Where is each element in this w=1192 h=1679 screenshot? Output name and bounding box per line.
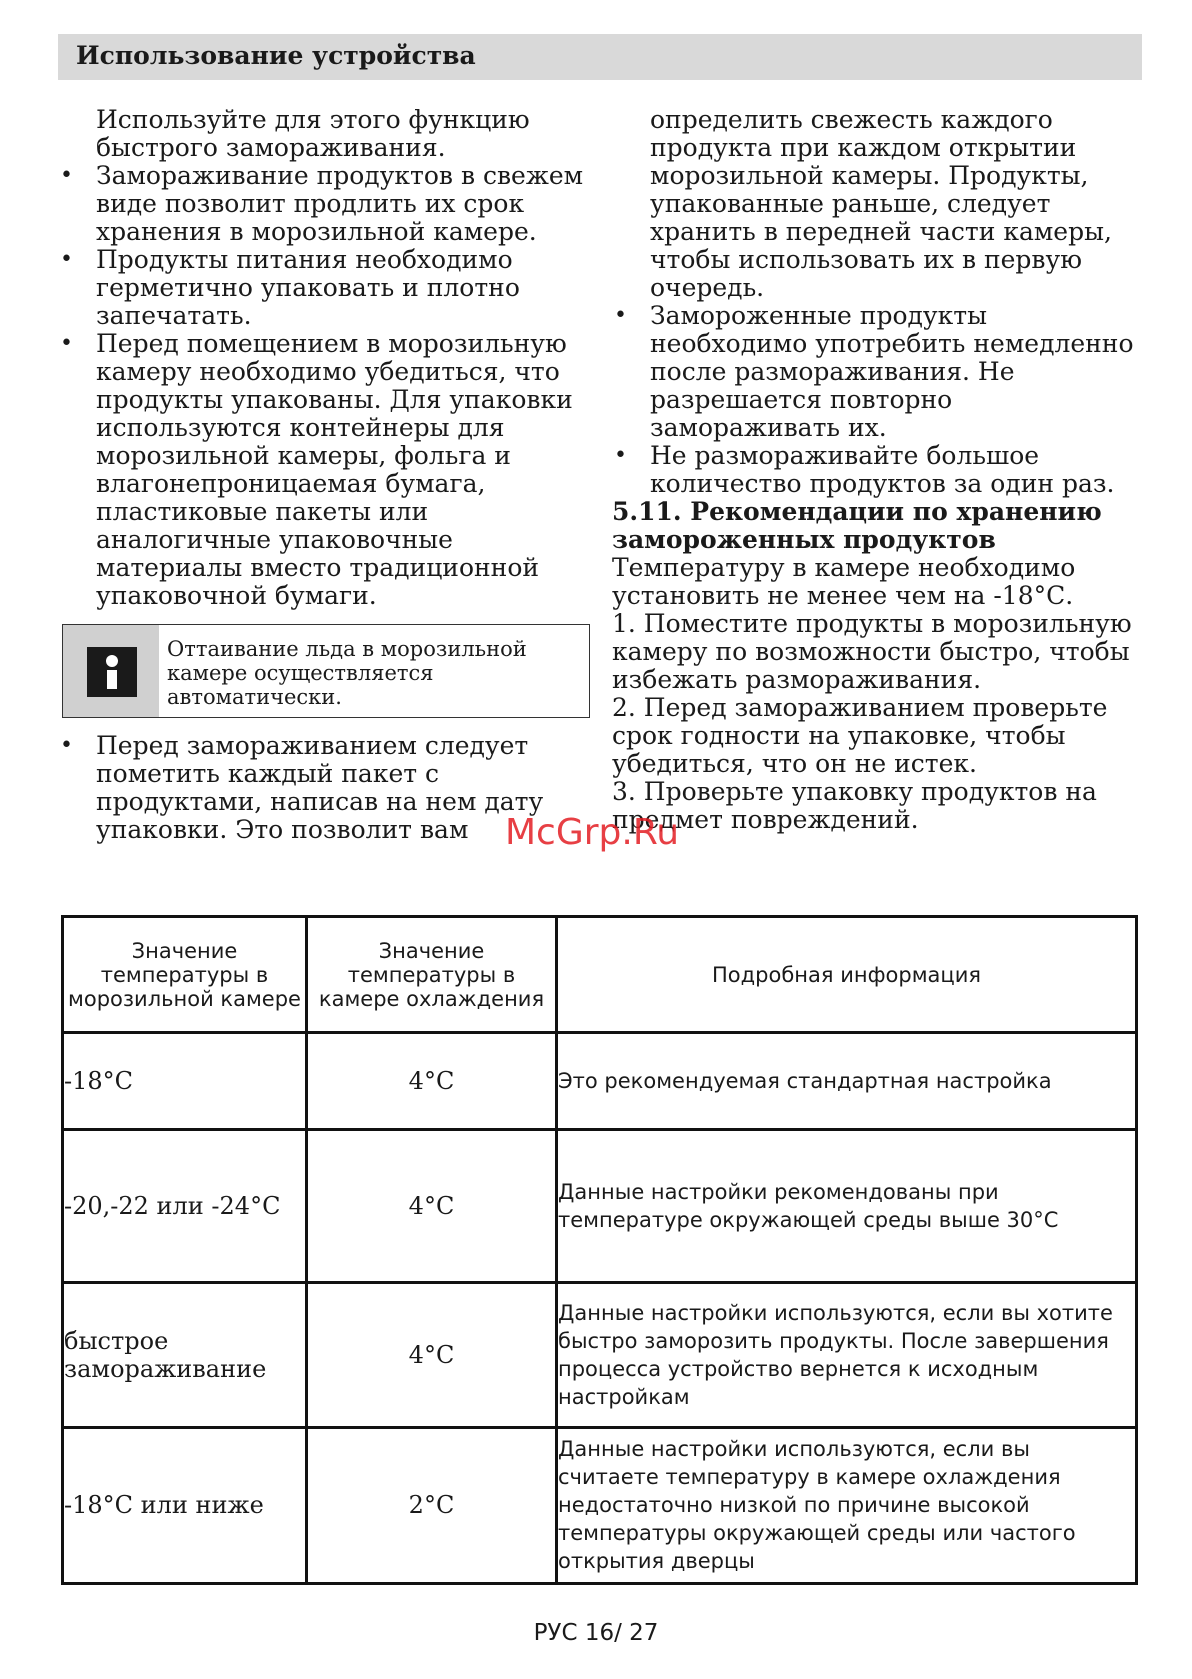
left-bullet-list: [58, 162, 598, 610]
details-text: Это рекомендуемая стандартная настройка: [557, 1033, 1137, 1130]
continuation-paragraph: определить свежесть каждого продукта при каждом открытии морозильной камеры. Продукты, упакованные раньше, следует хранить в передней части камеры, чтобы использовать их в первую очередь.: [650, 105, 1112, 302]
bullet-item: • Продукты питания необходимо герметично упаковать и плотно запечатать.: [58, 246, 598, 330]
right-column: [612, 106, 1147, 834]
fridge-value: 4°С: [307, 1282, 557, 1427]
info-icon: [87, 647, 137, 697]
fridge-value: 4°С: [307, 1130, 557, 1282]
note-icon-box: [63, 625, 159, 717]
freezer-value: -18°С или ниже: [63, 1427, 307, 1583]
step-item: 3. Проверьте упаковку продуктов на предмет повреждений.: [612, 777, 1097, 834]
page-number: РУС 16/ 27: [533, 1620, 659, 1646]
table-row: [63, 1282, 1137, 1427]
header-details: Подробная информация: [557, 917, 1137, 1033]
step-item: 1. Поместите продукты в морозильную камеру по возможности быстро, чтобы избежать размораживания.: [612, 609, 1132, 694]
table-header-row: [63, 917, 1137, 1033]
info-note: [62, 624, 590, 718]
fridge-value: 2°С: [307, 1427, 557, 1583]
watermark: McGrp.Ru: [505, 812, 680, 853]
section-intro: Температуру в камере необходимо установить не менее чем на -18°С.: [612, 553, 1076, 610]
step-item: 2. Перед замораживанием проверьте срок годности на упаковке, чтобы убедиться, что он не истек.: [612, 693, 1108, 778]
section-heading: 5.11. Рекомендации по хранению замороженных продуктов: [612, 497, 1102, 554]
intro-paragraph: Используйте для этого функцию быстрого замораживания.: [96, 105, 530, 162]
freezer-value: -20,-22 или -24°С: [63, 1130, 307, 1282]
details-text: Данные настройки используются, если вы считаете температуру в камере охлаждения недостаточно низкой по причине высокой температуры окружающей среды или частого открытия дверцы: [557, 1427, 1137, 1583]
bullet-item: • Не размораживайте большое количество продуктов за один раз.: [612, 442, 1147, 498]
freezer-value: быстрое замораживание: [63, 1282, 307, 1427]
bullet-item: • Перед замораживанием следует пометить каждый пакет с продуктами, написав на нем дату упаковки. Это позволит вам: [58, 732, 598, 844]
fridge-value: 4°С: [307, 1033, 557, 1130]
freezer-value: -18°С: [63, 1033, 307, 1130]
section-header: [58, 34, 1142, 80]
details-text: Данные настройки рекомендованы при температуре окружающей среды выше 30°С: [557, 1130, 1137, 1282]
header-freezer-temp: Значение температуры в морозильной камере: [63, 917, 307, 1033]
right-bullet-list: [612, 302, 1147, 498]
table-row: [63, 1033, 1137, 1130]
bullet-item: • Замораживание продуктов в свежем виде позволит продлить их срок хранения в морозильной камере.: [58, 162, 598, 246]
bullet-item: • Замороженные продукты необходимо употребить немедленно после размораживания. Не разрешается повторно замораживать их.: [612, 302, 1147, 442]
settings-table: [61, 915, 1138, 1585]
header-fridge-temp: Значение температуры в камере охлаждения: [307, 917, 557, 1033]
table-row: [63, 1427, 1137, 1583]
bullet-item: • Перед помещением в морозильную камеру необходимо убедиться, что продукты упакованы. Для упаковки используются контейнеры для морозильной камеры, фольга и влагонепроницаемая бумага, пластиковые пакеты или аналогичные упаковочные материалы вместо традиционной упаковочной бумаги.: [58, 330, 598, 610]
table-row: [63, 1130, 1137, 1282]
details-text: Данные настройки используются, если вы хотите быстро заморозить продукты. После завершения процесса устройство вернется к исходным настройкам: [557, 1282, 1137, 1427]
section-title: Использование устройства: [76, 41, 476, 70]
note-text: Оттаивание льда в морозильной камере осуществляется автоматически.: [167, 637, 527, 709]
left-column: [58, 106, 598, 844]
